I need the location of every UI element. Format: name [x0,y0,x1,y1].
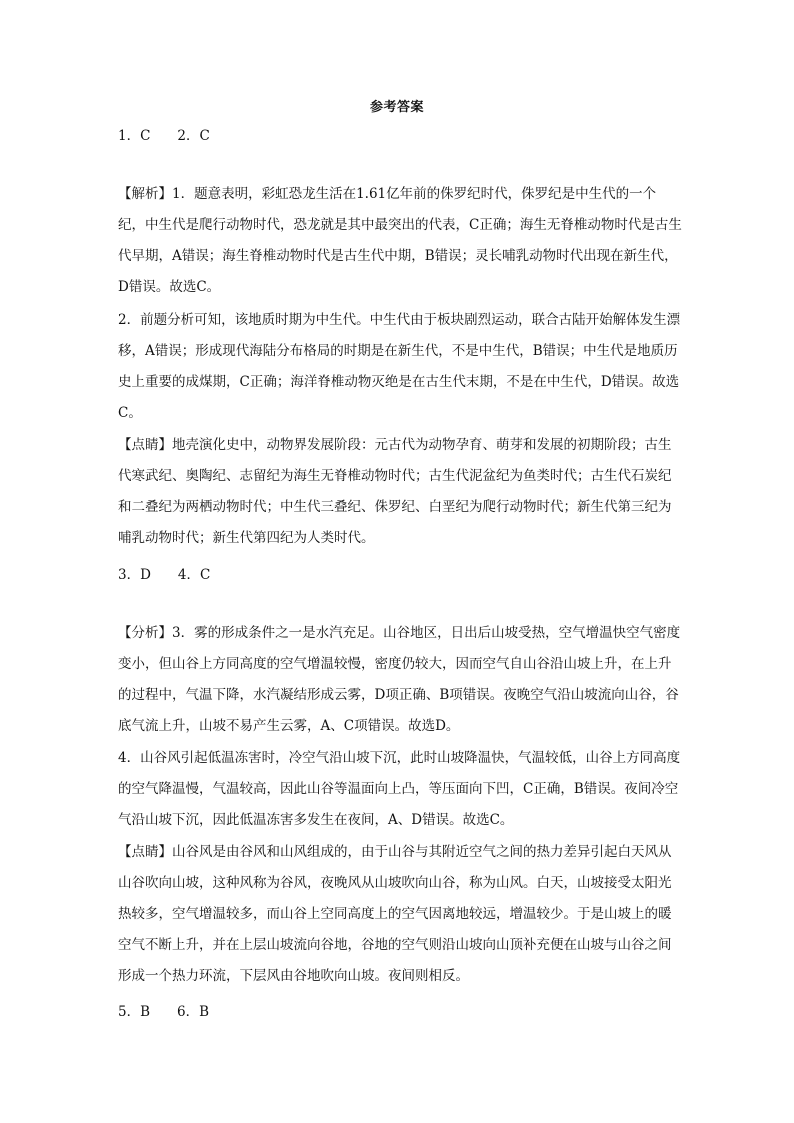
key-point-paragraph-2: 【点睛】山谷风是由谷风和山风组成的，由于山谷与其附近空气之间的热力差异引起白天风从山谷吹向山坡，这种风称为谷风，夜晚风从山坡吹向山谷，称为山风。白天，山坡接受太阳光热较多，空气增温较多，而山谷上空同高度上的空气因离地较远，增温较少。于是山坡上的暖空气不断上升，并在上层山坡流向谷地，谷地的空气则沿山坡向山顶补充便在山坡与山谷之间形成一个热力环流，下层风由谷地吹向山坡。夜间则相反。 [118,844,672,984]
answer-line-3-4: 3．D 4．C [118,567,211,583]
answer-line-5-6: 5．B 6．B [118,1004,210,1020]
page-title: 参考答案 [369,100,424,115]
analysis-paragraph-q3: 【分析】3．雾的形成条件之一是水汽充足。山谷地区，日出后山坡受热，空气增温快空气密度变小，但山谷上方同高度的空气增温较慢，密度仍较大，因而空气自山谷沿山坡上升，在上升的过程中，气温下降，水汽凝结形成云雾，D项正确、B项错误。夜晚空气沿山坡流向山谷，谷底气流上升，山坡不易产生云雾，A、C项错误。故选D。 [118,625,681,734]
answer-line-1-2: 1．C 2．C [118,128,210,144]
analysis-paragraph-q1: 【解析】1．题意表明，彩虹恐龙生活在1.61亿年前的侏罗纪时代，侏罗纪是中生代的一个纪，中生代是爬行动物时代，恐龙就是其中最突出的代表，C正确；海生无脊椎动物时代是古生代早期，A错误；海生脊椎动物时代是古生代中期，B错误；灵长哺乳动物时代出现在新生代，D错误。故选C。 [118,186,682,295]
key-point-paragraph-1: 【点睛】地壳演化史中，动物界发展阶段：元古代为动物孕育、萌芽和发展的初期阶段；古生代寒武纪、奥陶纪、志留纪为海生无脊椎动物时代；古生代泥盆纪为鱼类时代；古生代石炭纪和二叠纪为两栖动物时代；中生代三叠纪、侏罗纪、白垩纪为爬行动物时代；新生代第三纪为哺乳动物时代；新生代第四纪为人类时代。 [118,437,672,546]
analysis-paragraph-q4: 4．山谷风引起低温冻害时，冷空气沿山坡下沉，此时山坡降温快，气温较低，山谷上方同高度的空气降温慢，气温较高，因此山谷等温面向上凸，等压面向下凹，C正确，B错误。夜间冷空气沿山坡下沉，因此低温冻害多发生在夜间，A、D错误。故选C。 [118,750,681,828]
analysis-paragraph-q2: 2．前题分析可知，该地质时期为中生代。中生代由于板块剧烈运动，联合古陆开始解体发生漂移，A错误；形成现代海陆分布格局的时期是在新生代，不是中生代，B错误；中生代是地质历史上重要的成煤期，C正确；海洋脊椎动物灭绝是在古生代末期，不是在中生代，D错误。故选C。 [118,312,681,421]
